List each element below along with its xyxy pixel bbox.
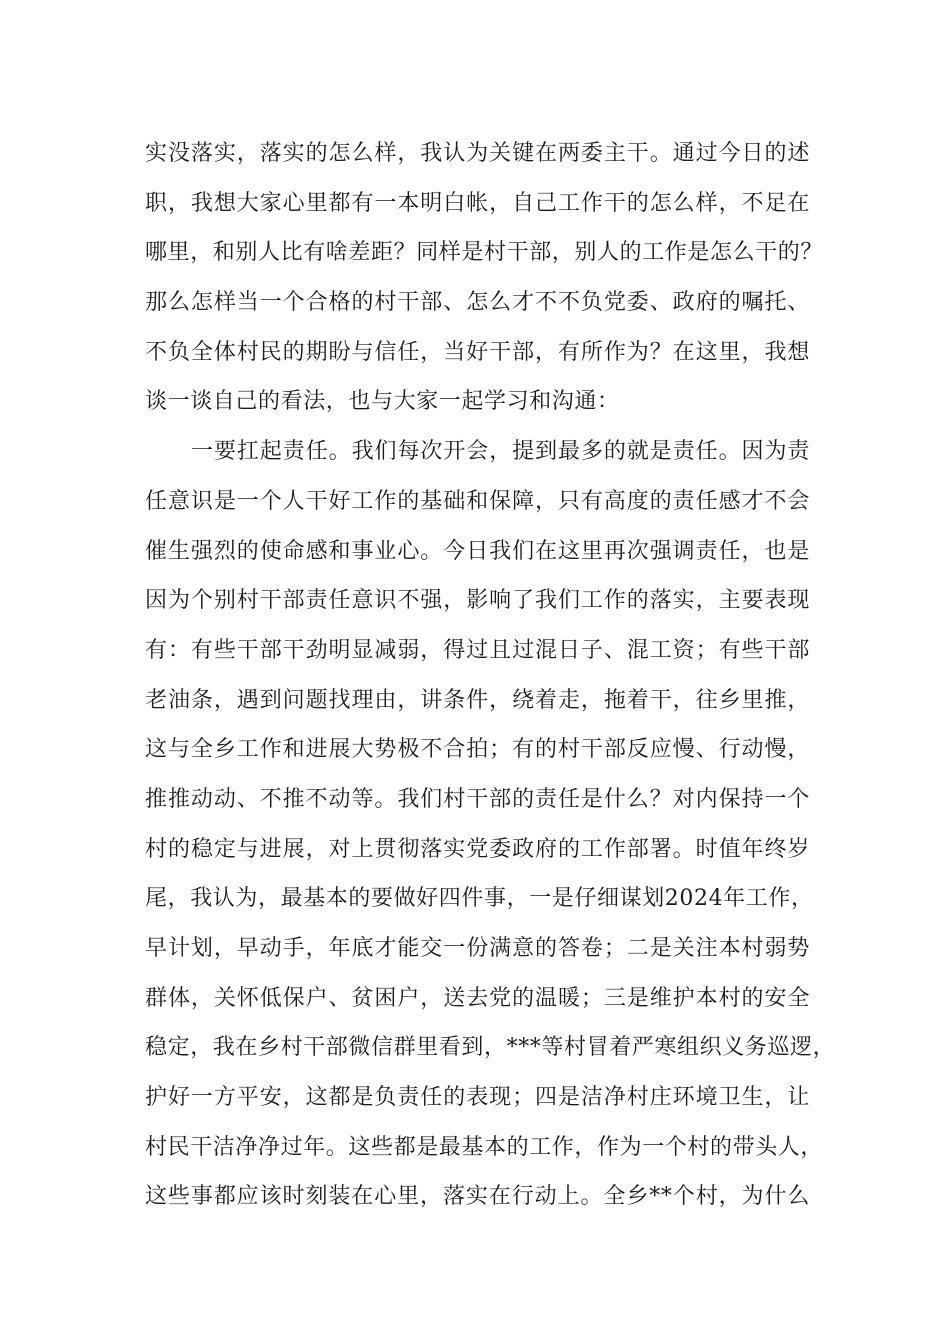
text-line: 稳定，我在乡村干部微信群里看到，***等村冒着严寒组织义务巡逻， <box>145 1035 836 1061</box>
text-line: 哪里，和别人比有啥差距？同样是村干部，别人的工作是怎么干的？ <box>145 240 824 266</box>
text-line: 不负全体村民的期盼与信任，当好干部，有所作为？在这里，我想 <box>145 339 810 365</box>
body-text <box>145 129 836 1222</box>
text-line: 有：有些干部干劲明显减弱，得过且过混日子、混工资；有些干部 <box>145 637 810 663</box>
text-line: 因为个别村干部责任意识不强，影响了我们工作的落实，主要表现 <box>145 588 810 614</box>
text-line: 村的稳定与进展，对上贯彻落实党委政府的工作部署。时值年终岁 <box>145 836 810 862</box>
text-line: 尾，我认为，最基本的要做好四件事，一是仔细谋划2024年工作， <box>145 886 814 912</box>
text-line: 这与全乡工作和进展大势极不合拍；有的村干部反应慢、行动慢， <box>145 737 810 763</box>
text-line: 这些事都应该时刻装在心里，落实在行动上。全乡**个村，为什么 <box>145 1184 810 1210</box>
paragraph-first-line: 一要扛起责任。我们每次开会，提到最多的就是责任。因为责 <box>191 439 810 465</box>
text-line: 老油条，遇到问题找理由，讲条件，绕着走，拖着干，往乡里推， <box>145 687 810 713</box>
text-line: 那么怎样当一个合格的村干部、怎么才不不负党委、政府的嘱托、 <box>145 290 810 316</box>
text-line: 催生强烈的使命感和事业心。今日我们在这里再次强调责任，也是 <box>145 538 810 564</box>
text-line: 谈一谈自己的看法，也与大家一起学习和沟通： <box>145 389 620 415</box>
text-line: 职，我想大家心里都有一本明白帐，自己工作干的怎么样，不足在 <box>145 190 810 216</box>
text-line: 任意识是一个人干好工作的基础和保障，只有高度的责任感才不会 <box>145 488 810 514</box>
text-line: 推推动动、不推不动等。我们村干部的责任是什么？对内保持一个 <box>145 786 810 812</box>
text-line: 护好一方平安，这都是负责任的表现；四是洁净村庄环境卫生，让 <box>145 1085 810 1111</box>
text-line: 早计划，早动手，年底才能交一份满意的答卷；二是关注本村弱势 <box>145 936 810 961</box>
text-line: 村民干洁净净过年。这些都是最基本的工作，作为一个村的带头人， <box>145 1134 824 1160</box>
text-line: 群体，关怀低保户、贫困户，送去党的温暖；三是维护本村的安全 <box>145 985 810 1011</box>
text-line: 实没落实，落实的怎么样，我认为关键在两委主干。通过今日的述 <box>145 141 810 166</box>
